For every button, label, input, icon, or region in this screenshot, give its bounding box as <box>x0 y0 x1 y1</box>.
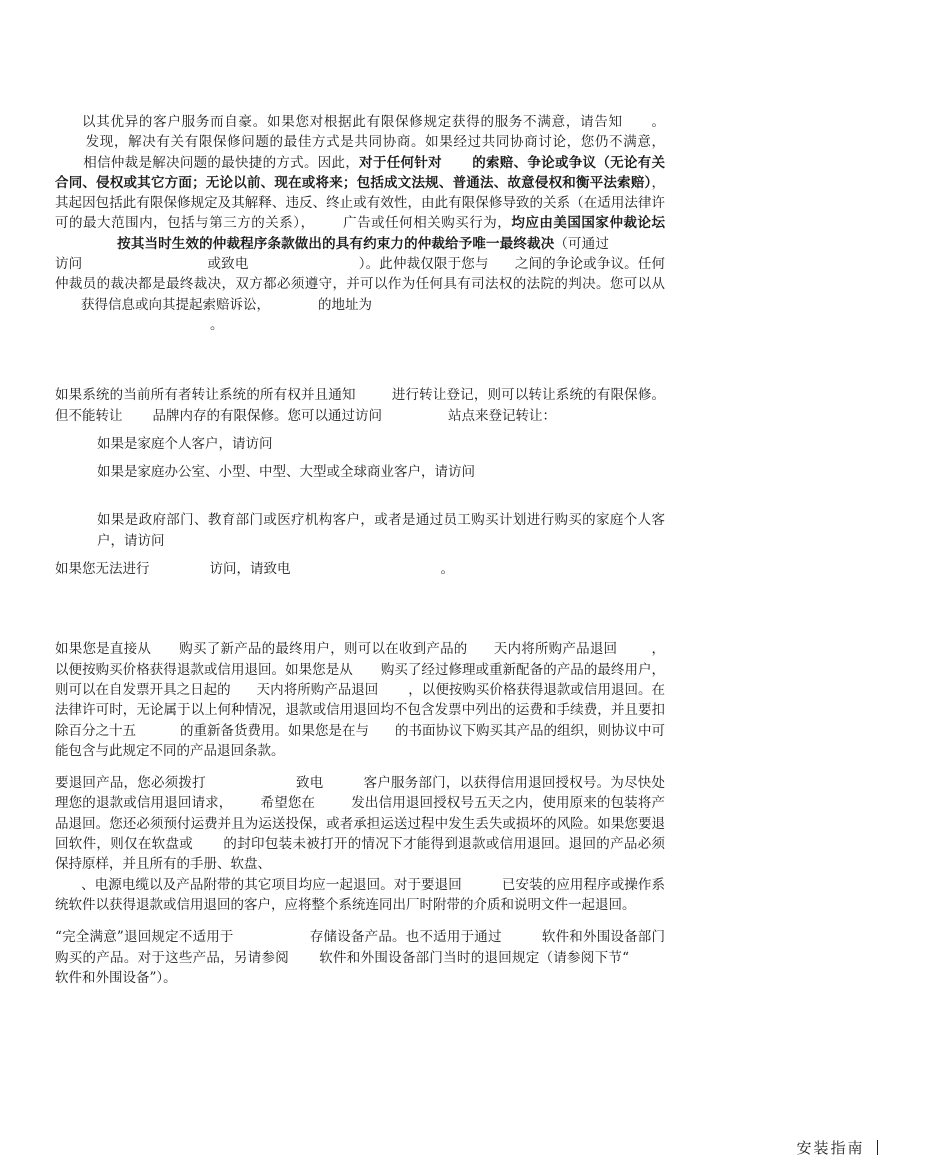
footer-label: 安装指南 <box>796 1139 865 1157</box>
text: （可通过 <box>554 235 610 252</box>
text: 以其优异的客户服务而自豪。如果您对根据此有限保修规定获得的服务不满意，请告知 <box>82 114 623 130</box>
text: 访问，请致电 <box>209 561 291 578</box>
text: 已安装的应用程序或操作系统软件以获得退款或信用退回的客户，应将整个系统连同出厂时附带的介质和说明文件一起退回。 <box>55 876 665 913</box>
text: 购买了新产品的最终用户，则可以在收到产品的 <box>179 641 468 658</box>
text: 如果您是直接从 <box>55 641 152 658</box>
text: 广告或任何相关购买行为， <box>342 215 512 232</box>
document-body <box>55 112 665 988</box>
text: 软件和外围设备部门购买的产品。对于这些产品，另请参阅 <box>55 929 666 966</box>
text: 或致电 <box>207 256 249 273</box>
bold-text: 按其当时生效的仲裁程序条款做出的具有约束力的仲裁给予唯一最终裁决 <box>117 235 555 252</box>
paragraph-return-process <box>55 773 665 915</box>
paragraph-transfer <box>55 385 665 426</box>
text: 客户服务部门，以获得信用退回授权号。为尽快处理您的退款或信用退回请求， <box>55 775 666 812</box>
text: 购买了经过修理或重新配备的产品的最终用户，则可以在自发票开具之日起的 <box>55 661 666 698</box>
text: 希望您在 <box>260 795 316 812</box>
text: 软件和外围设备部门当时的退回规定（请参阅下节“ <box>319 949 630 966</box>
footer-divider <box>877 1140 879 1155</box>
text: 进行转让登记，则可以转让系统的有限保修。但不能转让 <box>55 387 666 424</box>
text: ）。此仲裁仅限于您与 <box>358 256 489 273</box>
text: 存储设备产品。也不适用于通过 <box>309 929 502 946</box>
text: 的重新备货费用。如果您是在与 <box>180 722 369 739</box>
text: ，以便按购买价格获得退款或信用退回。如果您是从 <box>55 641 666 678</box>
list-item: 如果是家庭个人客户，请访问 <box>97 435 273 452</box>
text: 致电 <box>295 775 324 792</box>
text: 要退回产品，您必须拨打 <box>55 775 206 792</box>
bold-text: 均应由美国国家仲裁论坛 <box>511 215 666 232</box>
paragraph-arbitration <box>55 112 665 335</box>
text: 、电源电缆以及产品附带的其它项目均应一起退回。对于要退回 <box>81 876 462 893</box>
text: ，其起因包括此有限保修规定及其解释、违反、终止或有效性，由此有限保修导致的关系（在适用法律许可的最大范围内，包括与第三方的关系）， <box>55 174 665 232</box>
text: 天内将所购产品退回 <box>256 681 379 698</box>
text: ，以便按购买价格获得退款或信用退回。在法律许可时，无论属于以上何种情况，退款或信用退回均不包含发票中列出的运费和手续费，并且要扣除百分之十五 <box>55 681 666 739</box>
text: 之间的争论或争议。任何仲裁员的裁决都是最终裁决，双方都必须遵守，并可以作为任何具有司法权的法院的判决。您可以从 <box>55 256 666 293</box>
bold-text: 对于任何针对 <box>359 154 442 171</box>
paragraph-exceptions <box>55 927 665 988</box>
text: 。 <box>650 114 666 130</box>
bold-text: 的索赔、争论或争议（无论有关合同、侵权或其它方面；无论以前、现在或将来；包括成文法规、普通法、故意侵权和衡平法索赔） <box>55 154 666 191</box>
text: 访问 <box>55 256 83 273</box>
text: 天内将所购产品退回 <box>493 641 618 658</box>
text: 的书面协议下购买其产品的组织，则协议中可能包含与此规定不同的产品退回条款。 <box>55 722 665 759</box>
paragraph-returns <box>55 639 665 761</box>
text: 的封印包装未被打开的情况下才能得到退款或信用退回。退回的产品必须保持原样，并且所有的手册、软盘、 <box>55 836 666 873</box>
text: 如果系统的当前所有者转让系统的所有权并且通知 <box>55 387 356 404</box>
page-footer <box>796 1137 878 1158</box>
text: 站点来登记转让： <box>448 407 556 424</box>
text: 发出信用退回授权号五天之内，使用原来的包装将产品退回。您还必须预付运费并且为运送投保，或者承担运送过程中发生丢失或损坏的风险。如果您要退回软件，则仅在软盘或 <box>55 795 666 853</box>
list-item: 如果是政府部门、教育部门或医疗机构客户，或者是通过员工购买计划进行购买的家庭个人客户，请访问 <box>97 512 665 549</box>
text: 。 <box>440 561 454 578</box>
paragraph-contact <box>55 559 665 579</box>
text: 软件和外围设备”）。 <box>55 969 177 986</box>
text: 如果您无法进行 <box>55 561 150 578</box>
text: 。 <box>210 316 224 333</box>
text: 品牌内存的有限保修。您可以通过访问 <box>152 407 382 424</box>
text: “完全满意”退回规定不适用于 <box>55 929 234 946</box>
text: 相信仲裁是解决问题的最快捷的方式。因此， <box>83 154 360 171</box>
list-item: 如果是家庭办公室、小型、中型、大型或全球商业客户，请访问 <box>97 464 475 481</box>
text: 的地址为 <box>318 296 372 313</box>
text: 发现，解决有关有限保修问题的最佳方式是共同协商。如果经过共同协商讨论，您仍不满意， <box>85 134 665 151</box>
text: 获得信息或向其提起索赔诉讼， <box>81 296 270 313</box>
